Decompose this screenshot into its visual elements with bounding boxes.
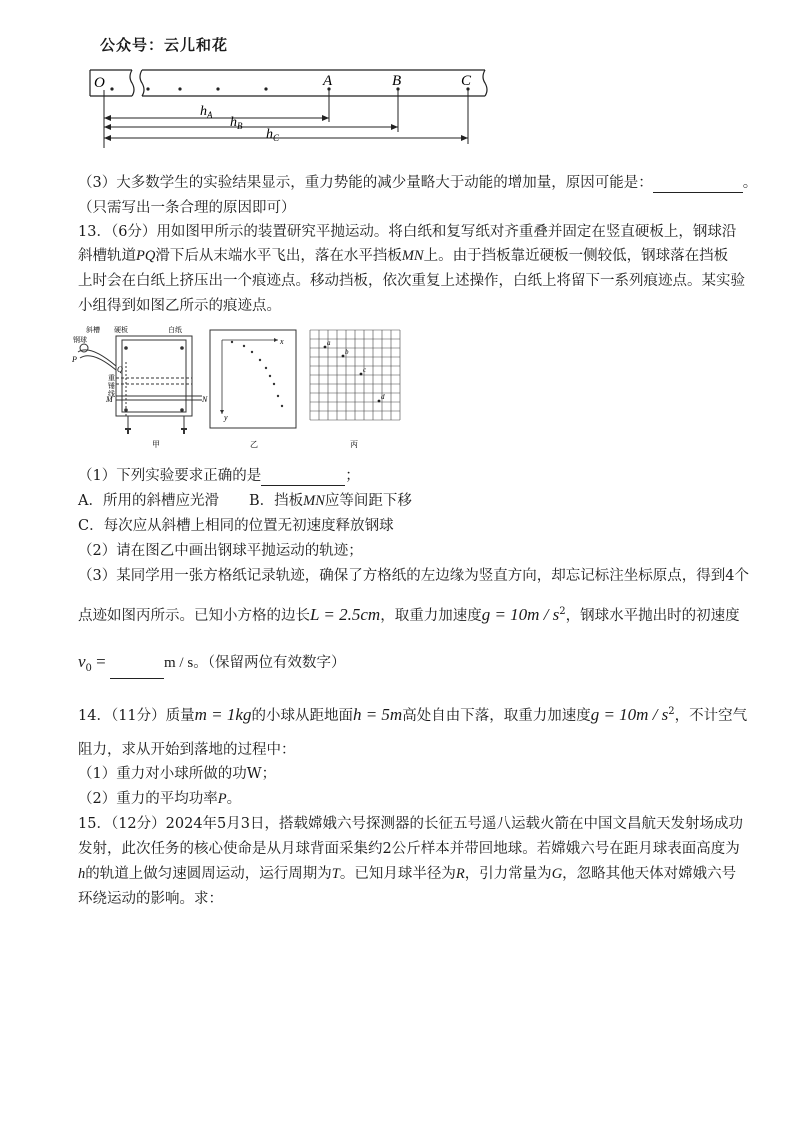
figure-yi-trace-points	[208, 322, 300, 450]
option-B: B．挡板MN应等间距下移	[248, 493, 412, 509]
q14-part2: （2）重力的平均功率P。	[78, 791, 242, 807]
jia-label-M: M	[106, 395, 113, 404]
q15-line3: h的轨道上做匀速圆周运动，运行周期为T。已知月球半径为R，引力常量为G，忽略其他天体对嫦娥六号	[78, 866, 737, 882]
q14-line1: 14．（11分）质量m = 1kg的小球从距地面h = 5m高处自由下落，取重力加速度$g = 10m / s^2$，不计空气	[78, 704, 748, 724]
option-A: A．所用的斜槽应光滑	[78, 493, 219, 509]
q15-line2: 发射，此次任务的核心使命是从月球背面采集约2公斤样本并带回地球。若嫦娥六号在距月球表面高度为	[78, 841, 740, 857]
figure-bing-grid-paper	[306, 322, 406, 450]
q13-options-AB	[78, 491, 412, 511]
jia-label-baizhi: 白纸	[168, 326, 182, 334]
q13-intro-line3: 上时会在白纸上挤压出一个痕迹点。移动挡板，依次重复上述操作，白纸上将留下一系列痕迹点。某实验	[78, 273, 745, 289]
bing-point-c: c	[363, 366, 367, 374]
q13-part3-line3: $v_0 = m / s$。（保留两位有效数字）	[78, 652, 345, 679]
option-C: C．每次应从斜槽上相同的位置无初速度释放钢球	[78, 518, 394, 534]
tape-strip	[90, 70, 487, 96]
q15-line4: 环绕运动的影响。求：	[78, 891, 223, 907]
answer-blank-q13-1[interactable]	[261, 469, 345, 486]
q13-part3-line1: （3）某同学用一张方格纸记录轨迹，确保了方格纸的左边缘为竖直方向，却忘记标注坐标原点，得到4个	[78, 568, 749, 584]
jia-label-chui: 锤	[108, 382, 115, 390]
q14-part1: （1）重力对小球所做的功W；	[78, 766, 277, 782]
q13-part2: （2）请在图乙中画出钢球平抛运动的轨迹；	[78, 543, 363, 559]
svg-text:hA: $h_A$	[200, 104, 213, 120]
svg-text:hB: $h_B$	[230, 115, 243, 131]
answer-blank-q13-3[interactable]	[110, 662, 164, 679]
watermark-text: 公众号：云儿和花	[100, 36, 229, 54]
tape-label-A: A	[323, 73, 333, 89]
q15-line1: 15．（12分）2024年5月3日，搭载嫦娥六号探测器的长征五号遥八运载火箭在中国文昌航天发射场成功	[78, 816, 743, 832]
tape-label-O: O	[94, 75, 105, 91]
q12-part3-line1: （3）大多数学生的实验结果显示，重力势能的减少量略大于动能的增加量，原因可能是： 。	[78, 175, 758, 191]
jia-label-gangqiu: 钢球	[73, 336, 87, 344]
tape-label-C: C	[461, 73, 472, 89]
answer-blank-q12-3[interactable]	[653, 176, 743, 193]
figure-jia-apparatus	[72, 322, 210, 450]
jia-caption: 甲	[152, 440, 160, 449]
yi-axis-x: x	[280, 337, 284, 346]
tape-label-B: B	[392, 73, 402, 89]
jia-label-xiecao: 斜槽	[86, 326, 100, 334]
yi-axis-y: y	[224, 413, 228, 422]
jia-label-Q: Q	[117, 365, 123, 374]
q12-part3-line2: （只需写出一条合理的原因即可）	[78, 200, 296, 216]
tape-figure	[80, 60, 500, 152]
height-label-hC: h	[266, 127, 273, 142]
svg-text:hC: $h_C$	[266, 127, 280, 143]
tape-dots	[110, 87, 469, 90]
bing-caption: 丙	[350, 440, 358, 449]
bing-point-b: b	[345, 348, 349, 356]
height-label-hB: h	[230, 115, 237, 130]
jia-label-P: P	[72, 355, 77, 364]
jia-label-xian: 线	[108, 390, 115, 398]
q13-intro-line4: 小组得到如图乙所示的痕迹点。	[78, 298, 281, 314]
q13-intro-line2: 斜槽轨道PQ滑下后从末端水平飞出，落在水平挡板MN上。由于挡板靠近硬板一侧较低，钢球落在挡板	[78, 248, 729, 264]
jia-label-yingban: 硬板	[114, 326, 128, 334]
q13-intro-line1: 13．（6分）用如图甲所示的装置研究平抛运动。将白纸和复写纸对齐重叠并固定在竖直硬板上，钢球沿	[78, 224, 737, 240]
bing-point-a: a	[327, 339, 331, 347]
height-label-hA: h	[200, 104, 207, 119]
bing-point-d: d	[381, 393, 385, 401]
yi-caption: 乙	[250, 440, 258, 449]
jia-label-zhong: 重	[108, 374, 115, 382]
jia-label-N: N	[202, 395, 208, 404]
q14-line2: 阻力，求从开始到落地的过程中：	[78, 742, 296, 758]
q13-part3-line2: 点迹如图丙所示。已知小方格的边长L = 2.5cm，取重力加速度$g = 10m / s^2$，钢球水平抛出时的初速度	[78, 604, 740, 624]
q13-part1: （1）下列实验要求正确的是 ；	[78, 468, 360, 484]
